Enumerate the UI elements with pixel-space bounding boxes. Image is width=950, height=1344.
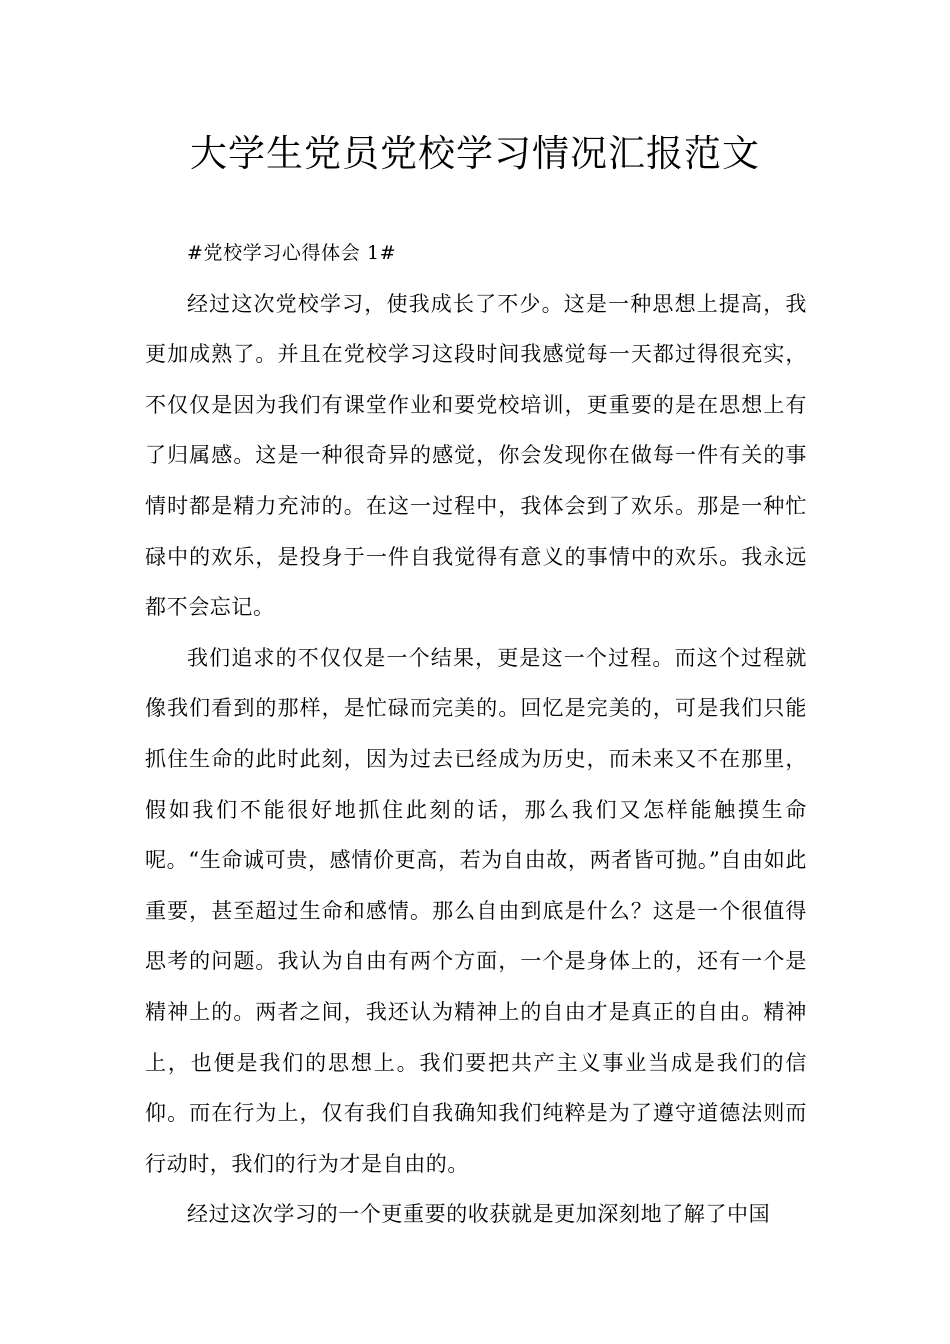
document-body — [145, 228, 807, 1240]
section-tag: #党校学习心得体会 1# — [187, 242, 397, 264]
paragraph-2: 我们追求的不仅仅是一个结果，更是这一个过程。而这个过程就像我们看到的那样，是忙碌而完美的。回忆是完美的，可是我们只能抓住生命的此时此刻，因为过去已经成为历史，而未来又不在那里，假如我们不能很好地抓住此刻的话，那么我们又怎样能触摸生命呢。“生命诚可贵，感情价更高，若为自由故，两者皆可抛。”自由如此重要，甚至超过生命和感情。那么自由到底是什么？这是一个很值得思考的问题。我认为自由有两个方面，一个是身体上的，还有一个是精神上的。两者之间，我还认为精神上的自由才是真正的自由。精神上，也便是我们的思想上。我们要把共产主义事业当成是我们的信仰。而在行为上，仅有我们自我确知我们纯粹是为了遵守道德法则而行动时，我们的行为才是自由的。 — [145, 645, 807, 1176]
paragraph-1: 经过这次党校学习，使我成长了不少。这是一种思想上提高，我更加成熟了。并且在党校学习这段时间我感觉每一天都过得很充实，不仅仅是因为我们有课堂作业和要党校培训，更重要的是在思想上有了归属感。这是一种很奇异的感觉，你会发现你在做每一件有关的事情时都是精力充沛的。在这一过程中，我体会到了欢乐。那是一种忙碌中的欢乐，是投身于一件自我觉得有意义的事情中的欢乐。我永远都不会忘记。 — [145, 291, 807, 620]
paragraph-3: 经过这次学习的一个更重要的收获就是更加深刻地了解了中国 — [187, 1202, 771, 1227]
document-title: 大学生党员党校学习情况汇报范文 — [190, 132, 760, 175]
